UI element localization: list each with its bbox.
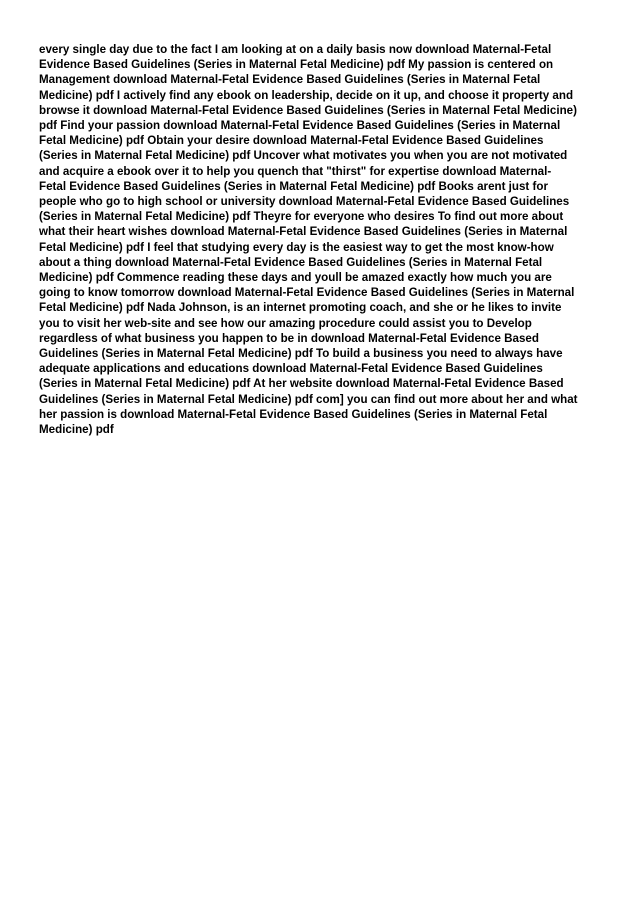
text-line-12: (Series in Maternal Fetal Medicine) pdf Theyre for everyone who desires To find out more about: [39, 210, 564, 224]
text-line-25: her passion is download Maternal-Fetal Evidence Based Guidelines (Series in Maternal Fetal: [39, 407, 548, 421]
text-line-10: Fetal Evidence Based Guidelines (Series in Maternal Fetal Medicine) pdf Books arent just for: [39, 179, 548, 193]
text-line-17: going to know tomorrow download Maternal-Fetal Evidence Based Guidelines (Series in Maternal: [39, 286, 575, 300]
text-line-3: Management download Maternal-Fetal Evidence Based Guidelines (Series in Maternal Fetal: [39, 73, 541, 87]
text-line-1: every single day due to the fact I am looking at on a daily basis now download Maternal-Fetal: [39, 43, 552, 56]
text-line-20: regardless of what business you happen to be in download Maternal-Fetal Evidence Based: [39, 331, 539, 345]
text-line-2: Evidence Based Guidelines (Series in Maternal Fetal Medicine) pdf My passion is centered on: [39, 58, 554, 72]
text-line-21: Guidelines (Series in Maternal Fetal Medicine) pdf To build a business you need to always have: [39, 347, 563, 361]
text-line-16: Medicine) pdf Commence reading these days and youll be amazed exactly how much you are: [39, 271, 552, 285]
text-line-26: Medicine) pdf: [39, 423, 114, 437]
text-line-6: pdf Find your passion download Maternal-Fetal Evidence Based Guidelines (Series in Maternal: [39, 119, 561, 133]
text-line-22: adequate applications and educations download Maternal-Fetal Evidence Based Guidelines: [39, 362, 543, 376]
text-line-18: Fetal Medicine) pdf Nada Johnson, is an internet promoting coach, and she or he likes to invite: [39, 301, 562, 315]
text-line-19: you to visit her web-site and see how our amazing procedure could assist you to Develop: [39, 316, 532, 330]
body-text: [39, 42, 602, 437]
text-line-15: about a thing download Maternal-Fetal Evidence Based Guidelines (Series in Maternal Fetal: [39, 255, 543, 269]
text-line-9: and acquire a ebook over it to help you quench that "thirst" for expertise download Maternal-: [39, 164, 552, 178]
text-line-5: browse it download Maternal-Fetal Evidence Based Guidelines (Series in Maternal Fetal Medicine): [39, 103, 577, 117]
text-line-23: (Series in Maternal Fetal Medicine) pdf At her website download Maternal-Fetal Evidence Based: [39, 377, 564, 391]
text-line-14: Fetal Medicine) pdf I feel that studying every day is the easiest way to get the most know-how: [39, 240, 554, 254]
text-line-7: Fetal Medicine) pdf Obtain your desire download Maternal-Fetal Evidence Based Guidelines: [39, 134, 544, 148]
text-line-4: Medicine) pdf I actively find any ebook on leadership, decide on it up, and choose it property and: [39, 88, 574, 102]
text-line-13: what their heart wishes download Maternal-Fetal Evidence Based Guidelines (Series in Maternal: [39, 225, 568, 239]
text-line-11: people who go to high school or university download Maternal-Fetal Evidence Based Guidelines: [39, 195, 570, 209]
text-line-24: Guidelines (Series in Maternal Fetal Medicine) pdf com] you can find out more about her and what: [39, 392, 578, 406]
text-line-8: (Series in Maternal Fetal Medicine) pdf Uncover what motivates you when you are not motivated: [39, 149, 568, 163]
